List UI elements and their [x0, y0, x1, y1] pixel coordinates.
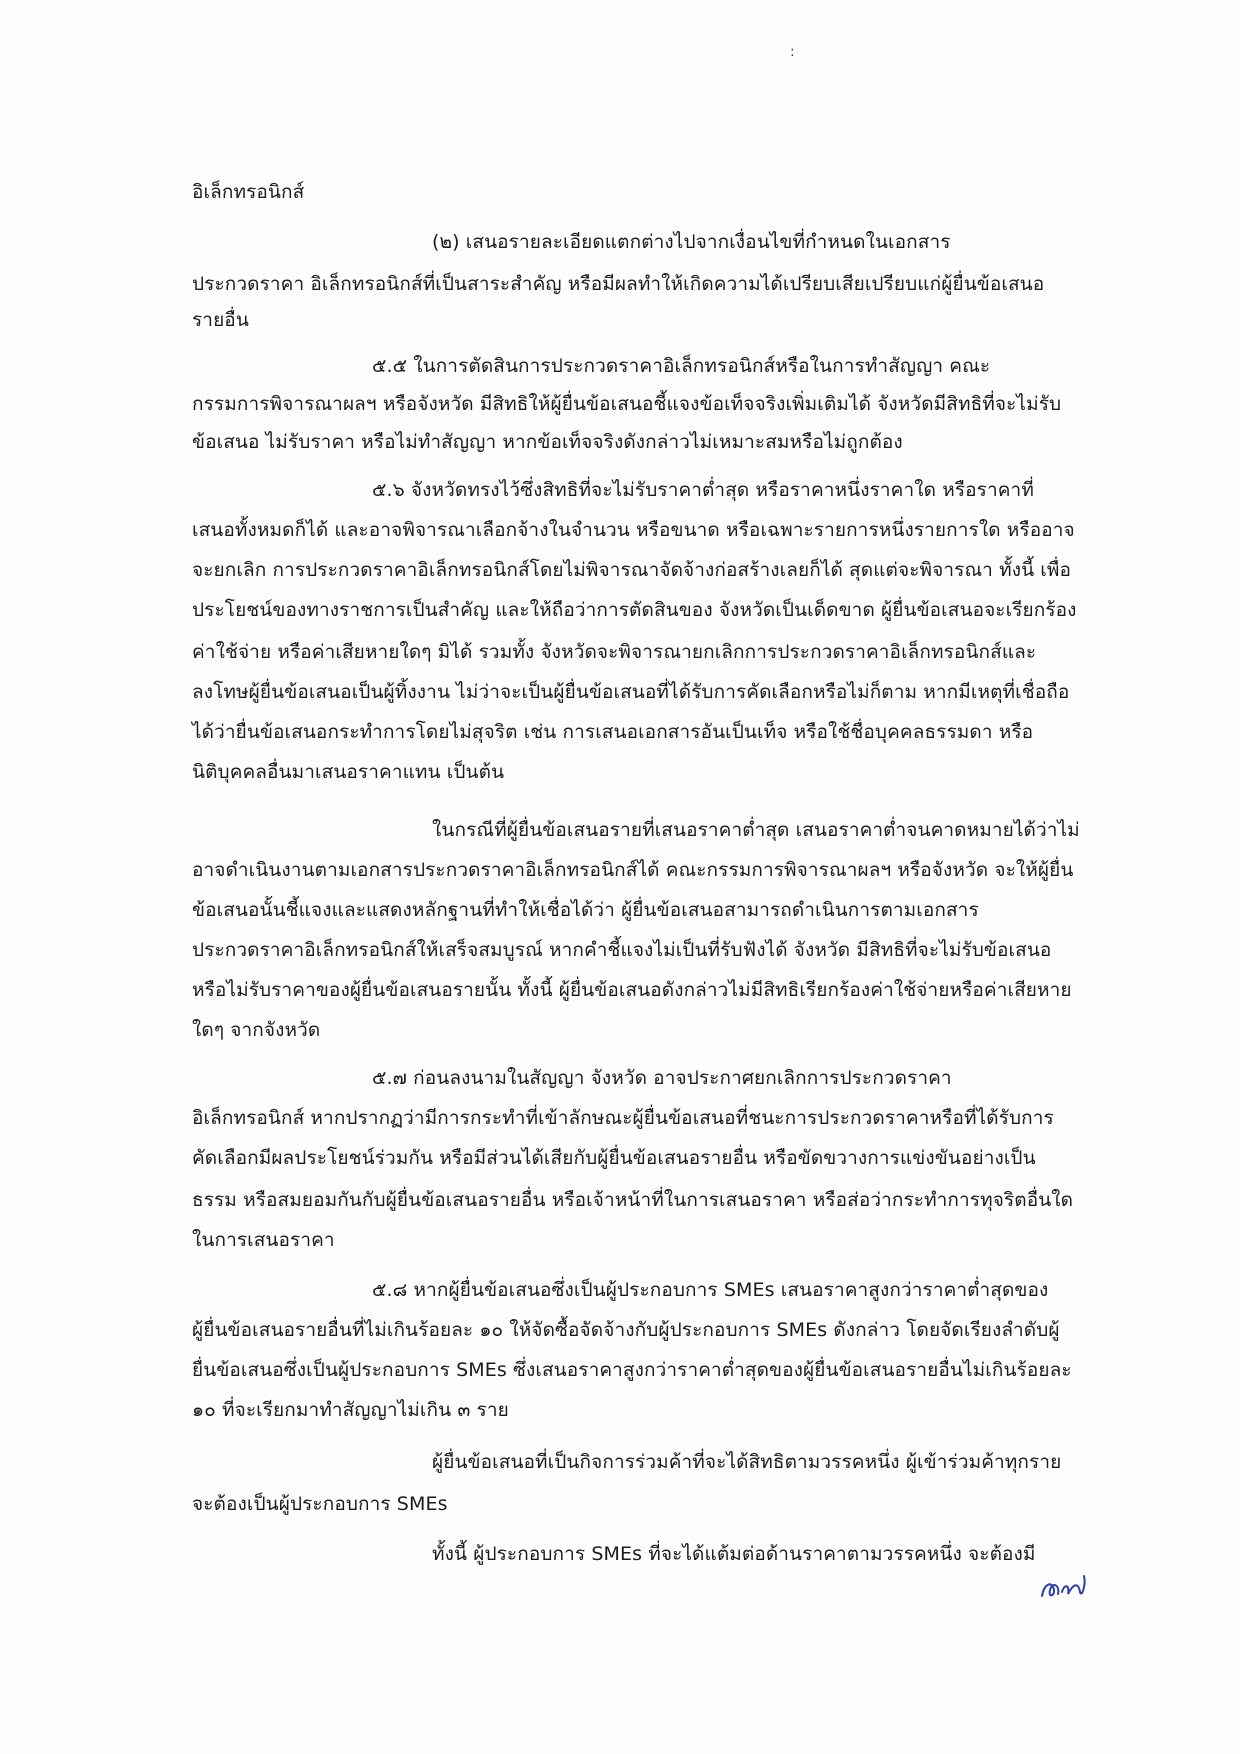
text-line: ประโยชน์ของทางราชการเป็นสำคัญ และให้ถือว่าการตัดสินของ จังหวัดเป็นเด็ดขาด ผู้ยื่นข้อเสนอจะเรียกร้อง — [192, 599, 1077, 621]
text-line: จะยกเลิก การประกวดราคาอิเล็กทรอนิกส์โดยไม่พิจารณาจัดจ้างก่อสร้างเลยก็ได้ สุดแต่จะพิจารณา ทั้งนี้ เพื่อ — [192, 559, 1072, 581]
text-line: ประกวดราคาอิเล็กทรอนิกส์ให้เสร็จสมบูรณ์ หากคำชี้แจงไม่เป็นที่รับฟังได้ จังหวัด มีสิทธิที่จะไม่รับข้อเสนอ — [192, 939, 1052, 961]
text-line: ในการเสนอราคา — [192, 1229, 335, 1251]
text-line: อิเล็กทรอนิกส์ หากปรากฏว่ามีการกระทำที่เข้าลักษณะผู้ยื่นข้อเสนอที่ชนะการประกวดราคาหรือที่ได้รับการ — [192, 1107, 1054, 1129]
text-line: ยื่นข้อเสนอซึ่งเป็นผู้ประกอบการ SMEs ซึ่งเสนอราคาสูงกว่าราคาต่ำสุดของผู้ยื่นข้อเสนอรายอื่นไม่เกินร้อยละ — [192, 1359, 1072, 1381]
text-line: ข้อเสนอ ไม่รับราคา หรือไม่ทำสัญญา หากข้อเท็จจริงดังกล่าวไม่เหมาะสมหรือไม่ถูกต้อง — [192, 431, 903, 453]
text-line: (๒) เสนอรายละเอียดแตกต่างไปจากเงื่อนไขที่กำหนดในเอกสาร — [432, 231, 951, 253]
text-line: ได้ว่ายื่นข้อเสนอกระทำการโดยไม่สุจริต เช่น การเสนอเอกสารอันเป็นเท็จ หรือใช้ชื่อบุคคลธรรมดา หรือ — [192, 721, 1034, 743]
text-line: กรรมการพิจารณาผลฯ หรือจังหวัด มีสิทธิให้ผู้ยื่นข้อเสนอชี้แจงข้อเท็จจริงเพิ่มเติมได้ จังหวัดมีสิทธิที่จะไม่รับ — [192, 393, 1062, 415]
text-line: เสนอทั้งหมดก็ได้ และอาจพิจารณาเลือกจ้างในจำนวน หรือขนาด หรือเฉพาะรายการหนึ่งรายการใด หรืออาจ — [192, 519, 1075, 541]
text-line: ๕.๕ ในการตัดสินการประกวดราคาอิเล็กทรอนิกส์หรือในการทำสัญญา คณะ — [372, 355, 991, 377]
text-line: ๑๐ ที่จะเรียกมาทำสัญญาไม่เกิน ๓ ราย — [192, 1399, 509, 1421]
text-line: ลงโทษผู้ยื่นข้อเสนอเป็นผู้ทิ้งงาน ไม่ว่าจะเป็นผู้ยื่นข้อเสนอที่ได้รับการคัดเลือกหรือไม่ก็ตาม หากมีเหตุที่เชื่อถือ — [192, 681, 1070, 703]
text-line: หรือไม่รับราคาของผู้ยื่นข้อเสนอรายนั้น ทั้งนี้ ผู้ยื่นข้อเสนอดังกล่าวไม่มีสิทธิเรียกร้องค่าใช้จ่ายหรือค่าเสียหาย — [192, 979, 1072, 1001]
text-line: ผู้ยื่นข้อเสนอรายอื่นที่ไม่เกินร้อยละ ๑๐ ให้จัดซื้อจัดจ้างกับผู้ประกอบการ SMEs ดังกล่าว โดยจัดเรียงลำดับผู้ — [192, 1319, 1060, 1341]
text-line: ค่าใช้จ่าย หรือค่าเสียหายใดๆ มิได้ รวมทั้ง จังหวัดจะพิจารณายกเลิกการประกวดราคาอิเล็กทรอนิกส์และ — [192, 641, 1037, 663]
text-line: ใดๆ จากจังหวัด — [192, 1019, 321, 1041]
text-line: ผู้ยื่นข้อเสนอที่เป็นกิจการร่วมค้าที่จะได้สิทธิตามวรรคหนึ่ง ผู้เข้าร่วมค้าทุกราย — [432, 1451, 1062, 1473]
text-line: จะต้องเป็นผู้ประกอบการ SMEs — [192, 1493, 448, 1515]
text-line: ๕.๗ ก่อนลงนามในสัญญา จังหวัด อาจประกาศยกเลิกการประกวดราคา — [372, 1067, 952, 1089]
text-line: นิติบุคคลอื่นมาเสนอราคาแทน เป็นต้น — [192, 761, 505, 783]
text-line: ธรรม หรือสมยอมกันกับผู้ยื่นข้อเสนอรายอื่น หรือเจ้าหน้าที่ในการเสนอราคา หรือส่อว่ากระทำการทุจริตอื่นใด — [192, 1189, 1074, 1211]
text-line: ประกวดราคา อิเล็กทรอนิกส์ที่เป็นสาระสำคัญ หรือมีผลทำให้เกิดความได้เปรียบเสียเปรียบแก่ผู้ยื่นข้อเสนอ — [192, 273, 1045, 295]
text-line: ๕.๖ จังหวัดทรงไว้ซึ่งสิทธิที่จะไม่รับราคาต่ำสุด หรือราคาหนึ่งราคาใด หรือราคาที่ — [372, 479, 1034, 501]
text-line: ทั้งนี้ ผู้ประกอบการ SMEs ที่จะได้แต้มต่อด้านราคาตามวรรคหนึ่ง จะต้องมี — [432, 1543, 1036, 1565]
text-line: ๕.๘ หากผู้ยื่นข้อเสนอซึ่งเป็นผู้ประกอบการ SMEs เสนอราคาสูงกว่าราคาต่ำสุดของ — [372, 1279, 1049, 1301]
signature-initials — [1038, 1566, 1098, 1606]
text-line: ในกรณีที่ผู้ยื่นข้อเสนอรายที่เสนอราคาต่ำสุด เสนอราคาต่ำจนคาดหมายได้ว่าไม่ — [432, 819, 1080, 841]
signature-mark — [1038, 1566, 1098, 1606]
text-line: อาจดำเนินงานตามเอกสารประกวดราคาอิเล็กทรอนิกส์ได้ คณะกรรมการพิจารณาผลฯ หรือจังหวัด จะให้ผู้ยื่น — [192, 859, 1074, 881]
text-line: อิเล็กทรอนิกส์ — [192, 181, 305, 203]
scan-speck: : — [790, 44, 795, 60]
text-line: รายอื่น — [192, 309, 249, 331]
text-line: ข้อเสนอนั้นชี้แจงและแสดงหลักฐานที่ทำให้เชื่อได้ว่า ผู้ยื่นข้อเสนอสามารถดำเนินการตามเอกสาร — [192, 899, 979, 921]
text-line: คัดเลือกมีผลประโยชน์ร่วมกัน หรือมีส่วนได้เสียกับผู้ยื่นข้อเสนอรายอื่น หรือขัดขวางการแข่งขันอย่างเป็น — [192, 1147, 1036, 1169]
